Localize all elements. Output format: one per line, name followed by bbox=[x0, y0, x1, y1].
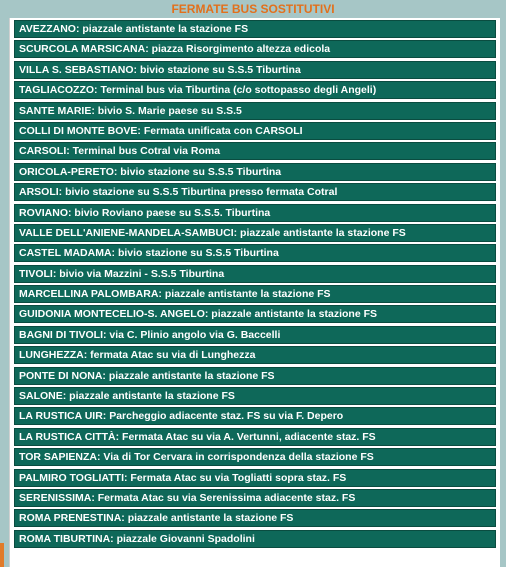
stop-item: LA RUSTICA UIR: Parcheggio adiacente staz. FS su via F. Depero bbox=[14, 407, 496, 425]
stop-item: SERENISSIMA: Fermata Atac su via Serenissima adiacente staz. FS bbox=[14, 489, 496, 507]
stop-item: VILLA S. SEBASTIANO: bivio stazione su S.S.5 Tiburtina bbox=[14, 61, 496, 79]
stop-item: CARSOLI: Terminal bus Cotral via Roma bbox=[14, 142, 496, 160]
stop-item: GUIDONIA MONTECELIO-S. ANGELO: piazzale antistante la stazione FS bbox=[14, 305, 496, 323]
stop-item: SCURCOLA MARSICANA: piazza Risorgimento altezza edicola bbox=[14, 40, 496, 58]
stop-item: SANTE MARIE: bivio S. Marie paese su S.S.5 bbox=[14, 102, 496, 120]
side-accent bbox=[0, 543, 4, 567]
stop-item: MARCELLINA PALOMBARA: piazzale antistante la stazione FS bbox=[14, 285, 496, 303]
stop-item: TOR SAPIENZA: Via di Tor Cervara in corrispondenza della stazione FS bbox=[14, 448, 496, 466]
stop-item: VALLE DELL'ANIENE-MANDELA-SAMBUCI: piazzale antistante la stazione FS bbox=[14, 224, 496, 242]
stop-item: AVEZZANO: piazzale antistante la stazione FS bbox=[14, 20, 496, 38]
stop-item: TAGLIACOZZO: Terminal bus via Tiburtina (c/o sottopasso degli Angeli) bbox=[14, 81, 496, 99]
stop-item: BAGNI DI TIVOLI: via C. Plinio angolo via G. Baccelli bbox=[14, 326, 496, 344]
stop-item: ROVIANO: bivio Roviano paese su S.S.5. Tiburtina bbox=[14, 204, 496, 222]
stop-item: LUNGHEZZA: fermata Atac su via di Lunghezza bbox=[14, 346, 496, 364]
stop-item: LA RUSTICA CITTÀ: Fermata Atac su via A. Vertunni, adiacente staz. FS bbox=[14, 428, 496, 446]
stop-item: ROMA PRENESTINA: piazzale antistante la stazione FS bbox=[14, 509, 496, 527]
stop-item: ROMA TIBURTINA: piazzale Giovanni Spadolini bbox=[14, 530, 496, 548]
stop-item: TIVOLI: bivio via Mazzini - S.S.5 Tiburtina bbox=[14, 265, 496, 283]
stop-item: ARSOLI: bivio stazione su S.S.5 Tiburtina presso fermata Cotral bbox=[14, 183, 496, 201]
stop-item: COLLI DI MONTE BOVE: Fermata unificata con CARSOLI bbox=[14, 122, 496, 140]
stops-list bbox=[10, 18, 500, 548]
stop-item: CASTEL MADAMA: bivio stazione su S.S.5 Tiburtina bbox=[14, 244, 496, 262]
stops-panel bbox=[9, 18, 500, 567]
page-title: FERMATE BUS SOSTITUTIVI bbox=[171, 2, 335, 16]
stop-item: PALMIRO TOGLIATTI: Fermata Atac su via Togliatti sopra staz. FS bbox=[14, 469, 496, 487]
stop-item: ORICOLA-PERETO: bivio stazione su S.S.5 Tiburtina bbox=[14, 163, 496, 181]
stop-item: PONTE DI NONA: piazzale antistante la stazione FS bbox=[14, 367, 496, 385]
stop-item: SALONE: piazzale antistante la stazione FS bbox=[14, 387, 496, 405]
